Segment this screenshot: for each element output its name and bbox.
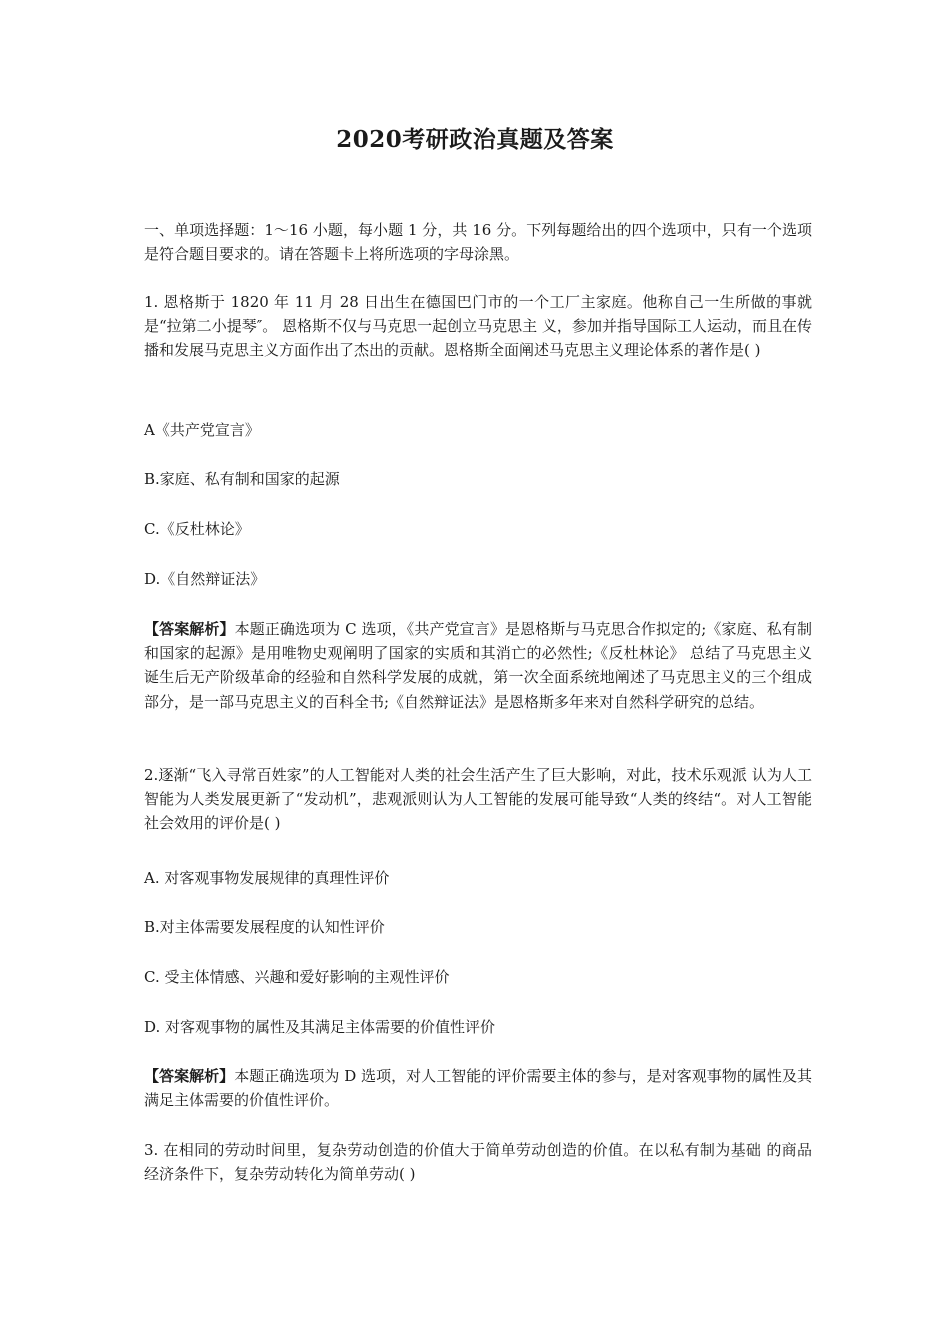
section-header: 一、单项选择题：1～16 小题，每小题 1 分，共 16 分。下列每题给出的四个选项中，只有一个选项是符合题目要求的。请在答题卡上将所选项的字母涂黑。: [144, 221, 812, 264]
question-2-option-a: A. 对客观事物发展规律的真理性评价: [144, 869, 390, 887]
question-1-option-a: A《共产党宣言》: [144, 421, 260, 439]
question-2-stem: 2.逐渐“飞入寻常百姓家”的人工智能对人类的社会生活产生了巨大影响，对此，技术乐观派 认为人工智能为人类发展更新了“发动机”，悲观派则认为人工智能的发展可能导致“人类的终结“。对人工智能社会效用的评价是( ): [144, 766, 812, 833]
question-3-stem: 3. 在相同的劳动时间里，复杂劳动创造的价值大于简单劳动创造的价值。在以私有制为基础 的商品经济条件下，复杂劳动转化为简单劳动( ): [144, 1141, 812, 1184]
analysis-text: 本题正确选项为 C 选项，《共产党宣言》是恩格斯与马克思合作拟定的;《家庭、私有制和国家的起源》是用唯物史观阐明了国家的实质和其消亡的必然性;《反杜林论》 总结了马克思主义诞生后无产阶级革命的经验和自然科学发展的成就，第一次全面系统地阐述了马克思主义的三个组成部分，是一部马克思主义的百科全书;《自然辩证法》是恩格斯多年来对自然科学研究的总结。: [144, 620, 812, 711]
analysis-text: 本题正确选项为 D 选项，对人工智能的评价需要主体的参与，是对客观事物的属性及其满足主体需要的价值性评价。: [144, 1067, 812, 1110]
answer-label: 【答案解析】: [144, 620, 235, 638]
question-1-option-d: D.《自然辩证法》: [144, 570, 266, 588]
question-1-stem: 1. 恩格斯于 1820 年 11 月 28 日出生在德国巴门市的一个工厂主家庭。他称自己一生所做的事就是“拉第二小提琴″。 恩格斯不仅与马克思一起创立马克思主 义，参加并指导国际工人运动，而且在传播和发展马克思主义方面作出了杰出的贡献。恩格斯全面阐述马克思主义理论体系的著作是( ): [144, 293, 812, 360]
answer-label: 【答案解析】: [144, 1067, 235, 1085]
question-2-answer-analysis: [144, 1064, 812, 1112]
question-2-option-c: C. 受主体情感、兴趣和爱好影响的主观性评价: [144, 968, 450, 986]
question-1-answer-analysis: [144, 617, 812, 714]
question-2-option-d: D. 对客观事物的属性及其满足主体需要的价值性评价: [144, 1018, 496, 1036]
page-title: 2020考研政治真题及答案: [336, 126, 614, 153]
question-1-option-c: C.《反杜林论》: [144, 520, 250, 538]
question-1-option-b: B.家庭、私有制和国家的起源: [144, 470, 340, 488]
question-2-option-b: B.对主体需要发展程度的认知性评价: [144, 918, 385, 936]
